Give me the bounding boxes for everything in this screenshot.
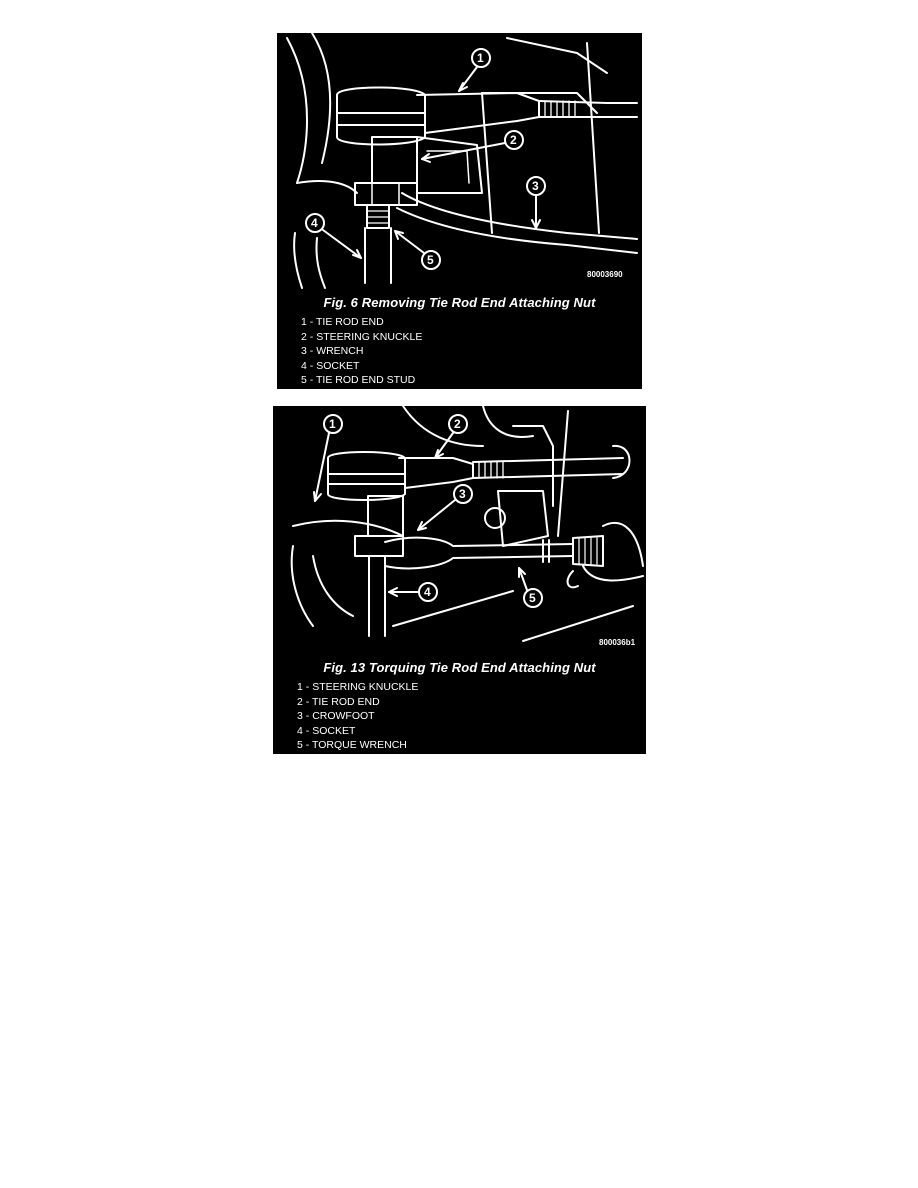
callout-3: 3 [532,179,539,193]
callout-1: 1 [329,417,336,431]
legend-item: 3 - WRENCH [301,345,364,358]
illustration-torquing-tie-rod-nut [273,406,646,656]
figure-code: 80003690 [587,270,623,279]
callout-2: 2 [510,133,517,147]
callout-5: 5 [427,253,434,267]
callout-3: 3 [459,487,466,501]
figure-code: 800036b1 [599,638,636,647]
callout-5: 5 [529,591,536,605]
figure-caption: Fig. 6 Removing Tie Rod End Attaching Nut [323,295,596,310]
legend-item: 3 - CROWFOOT [297,710,375,723]
callout-4: 4 [424,585,431,599]
callout-1: 1 [477,51,484,65]
illustration-removing-tie-rod-nut [277,33,642,303]
figure-13 [273,406,646,754]
figure-6 [277,33,642,389]
legend-item: 1 - TIE ROD END [301,316,384,328]
legend-item: 2 - TIE ROD END [297,695,380,708]
legend-item: 5 - TIE ROD END STUD [301,374,416,387]
callout-4: 4 [311,216,318,230]
legend-item: 4 - SOCKET [301,359,360,372]
figure-legend [297,680,418,753]
callout-2: 2 [454,417,461,431]
figure-legend [301,315,422,388]
legend-item: 4 - SOCKET [297,724,356,737]
legend-item: 5 - TORQUE WRENCH [297,739,407,752]
legend-item: 1 - STEERING KNUCKLE [297,681,419,693]
figure-caption: Fig. 13 Torquing Tie Rod End Attaching Nut [323,660,596,675]
legend-item: 2 - STEERING KNUCKLE [301,330,423,343]
